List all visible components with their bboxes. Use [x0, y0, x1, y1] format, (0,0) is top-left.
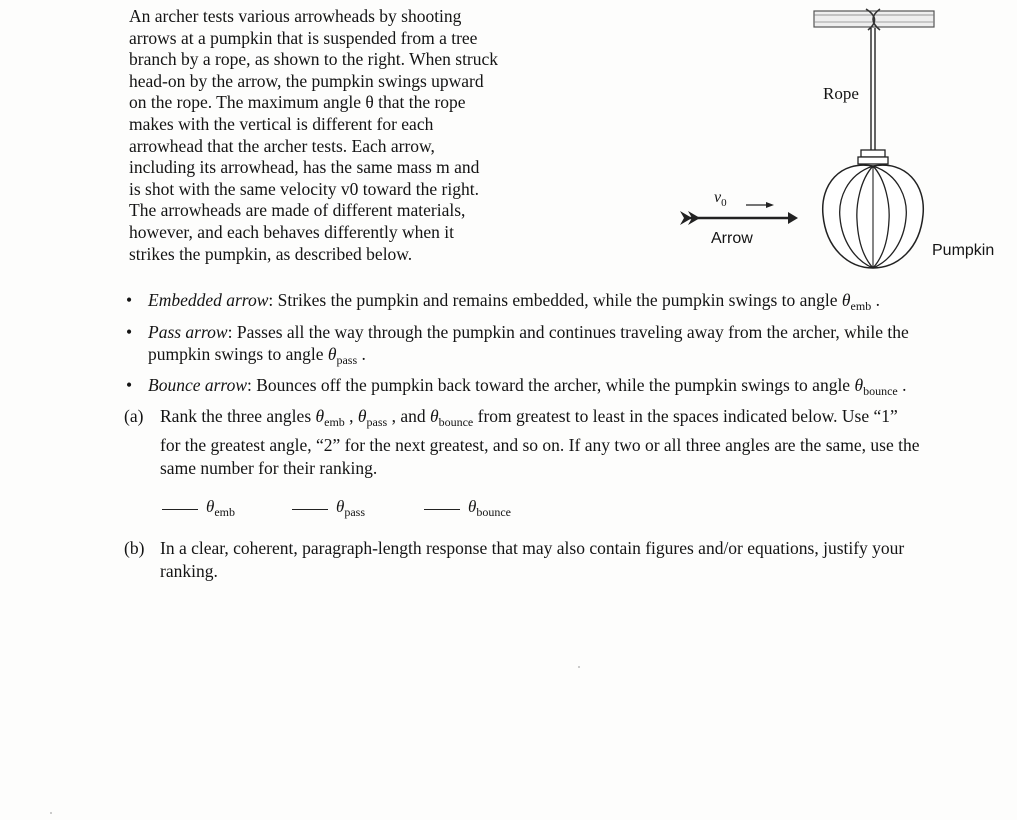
arrow-type-term: Bounce arrow — [148, 375, 247, 395]
intro-paragraph — [129, 6, 569, 265]
rank-emb[interactable]: $\theta_{emb}$ — [162, 497, 235, 520]
part-label: (a) — [124, 406, 144, 426]
intro-line: An archer tests various arrowheads by shooting — [129, 6, 462, 26]
pumpkin-figure — [670, 0, 1017, 280]
arrow — [680, 211, 798, 225]
intro-line: head-on by the arrow, the pumpkin swings upward — [129, 70, 484, 91]
intro-line: strikes the pumpkin, as described below. — [129, 243, 413, 264]
tree-branch — [814, 9, 934, 30]
intro-line: on the rope. The maximum angle θ that the rope — [129, 92, 466, 113]
rank-pass[interactable]: $\theta_{pass}$ — [292, 497, 365, 520]
scan-speck — [578, 666, 580, 668]
intro-line: is shot with the same velocity v0 toward the right. — [129, 178, 479, 199]
intro-line: arrowhead that the archer tests. Each arrow, — [129, 135, 435, 156]
velocity-label: $v_0$ — [714, 189, 727, 210]
rope — [871, 28, 875, 152]
arrow-type-term: Embedded arrow — [148, 290, 269, 310]
intro-line: including its arrowhead, has the same mass m and — [129, 157, 480, 178]
intro-line: branch by a rope, as shown to the right. When struck — [129, 49, 499, 70]
rank-blank[interactable] — [162, 509, 198, 510]
bullet-dot: • — [126, 375, 133, 395]
rank-blank[interactable] — [424, 509, 460, 510]
intro-line: however, and each behaves differently when it — [129, 221, 455, 242]
rank-blank[interactable] — [292, 509, 328, 510]
arrow-label: Arrow — [711, 230, 753, 247]
bullet-dot: • — [126, 290, 133, 310]
rank-bounce[interactable]: $\theta_{bounce}$ — [424, 497, 511, 520]
pumpkin-label: Pumpkin — [932, 242, 995, 259]
scan-speck — [50, 812, 52, 814]
pumpkin — [823, 150, 924, 268]
intro-line: arrows at a pumpkin that is suspended from a tree — [129, 27, 478, 48]
part-label: (b) — [124, 538, 145, 558]
intro-line: The arrowheads are made of different materials, — [129, 200, 466, 221]
intro-line: makes with the vertical is different for each — [129, 113, 434, 134]
arrow-type-term: Pass arrow — [148, 322, 228, 342]
velocity-arrow — [746, 202, 774, 208]
rope-label: Rope — [823, 84, 859, 103]
bullet-dot: • — [126, 322, 133, 342]
